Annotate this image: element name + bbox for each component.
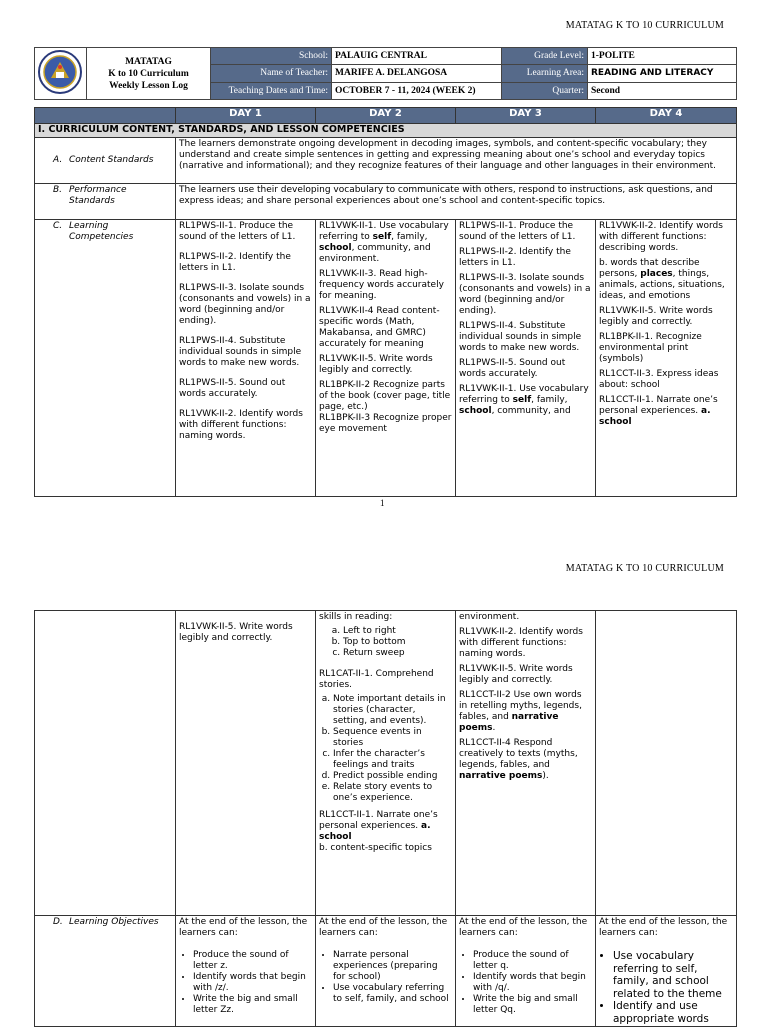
competency-item: RL1VWK-II-2. Identify words with different functions: describing words. (599, 221, 723, 253)
objectives-list (599, 950, 733, 1025)
competency-item: RL1PWS-II-3. Isolate sounds (consonants and vowels) in a word (beginning and/or ending). (179, 283, 311, 326)
competency-item: RL1VWK-II-2. Identify words with different functions: naming words. (179, 409, 303, 441)
teacher-value: MARIFE A. DELANGOSA (332, 65, 502, 82)
list-item: • Produce the sound of letter q. (473, 950, 592, 972)
performance-standards-label: B. Performance Standards (35, 184, 176, 220)
quarter-label: Quarter: (502, 82, 588, 99)
day-1-competencies (176, 220, 316, 497)
competency-item: RL1PWS-II-4. Substitute individual sounds in simple words to make new words. (459, 321, 582, 353)
competency-item: RL1CCT-II-4 Respond creatively to texts (myths, legends, fables, and narrative poems). (459, 738, 578, 781)
lesson-log-table-page-2 (34, 610, 737, 1027)
dates-label: Teaching Dates and Time: (211, 82, 332, 99)
dates-value: OCTOBER 7 - 11, 2024 (WEEK 2) (332, 82, 502, 99)
day-1-header: DAY 1 (176, 108, 316, 124)
list-item: • Identify words that begin with /z/. (193, 972, 312, 994)
day-2-objectives (316, 916, 456, 1027)
school-value: PALAUIG CENTRAL (332, 48, 502, 65)
competency-item: RL1BPK-II-3 Recognize proper eye movement (319, 413, 452, 434)
lesson-log-table-page-1 (34, 107, 737, 497)
competency-item: skills in reading: (319, 612, 393, 622)
quarter-value: Second (588, 82, 737, 99)
continued-label-cell (35, 611, 176, 916)
competency-item: RL1CCT-II-1. Narrate one’s personal experiences. a. school (599, 395, 718, 427)
deped-seal-icon (35, 48, 85, 96)
info-table (34, 47, 737, 100)
school-label: School: (211, 48, 332, 65)
day-3-header: DAY 3 (456, 108, 596, 124)
list-item: c. Return sweep (343, 648, 452, 659)
list-item: c. Infer the character’s feelings and traits (333, 749, 452, 771)
grade-value: 1-POLITE (588, 48, 737, 65)
day-2-header: DAY 2 (316, 108, 456, 124)
objectives-intro: At the end of the lesson, the learners can: (599, 917, 728, 938)
objectives-list (319, 950, 452, 1005)
teacher-label: Name of Teacher: (211, 65, 332, 82)
day-4-objectives (596, 916, 737, 1027)
list-item: • Use vocabulary referring to self, family, and school (333, 983, 452, 1005)
competency-item: RL1VWK-II-5. Write words legibly and correctly. (179, 622, 293, 643)
curriculum-header: MATATAG K TO 10 CURRICULUM (565, 563, 724, 574)
objectives-intro: At the end of the lesson, the learners can: (319, 917, 448, 938)
competency-item: RL1PWS-II-1. Produce the sound of the letters of L1. (459, 221, 576, 242)
competency-item: RL1BPK-II-2 Recognize parts of the book (cover page, title page, etc.) (319, 380, 451, 412)
list-item: • Identify words that begin with /q/. (473, 972, 592, 994)
competency-item: RL1VWK-II-1. Use vocabulary referring to self, family, school, community, and environment. (319, 221, 449, 264)
competency-item: RL1CCT-II-2 Use own words in retelling myths, legends, fables, and narrative poems. (459, 690, 582, 733)
grade-label: Grade Level: (502, 48, 588, 65)
competency-item: RL1VWK-II-4 Read content-specific words (Math, Makabansa, and GMRC) accurately for meaning (319, 306, 440, 349)
competency-item: b. content-specific topics (319, 843, 432, 853)
competency-item: RL1PWS-II-5. Sound out words accurately. (179, 378, 286, 399)
section-heading: I. CURRICULUM CONTENT, STANDARDS, AND LESSON COMPETENCIES (35, 124, 737, 138)
list-item: b. Top to bottom (343, 637, 452, 648)
list-item: • Write the big and small letter Qq. (473, 994, 592, 1016)
competency-item: RL1CCT-II-1. Narrate one’s personal experiences. a. school (319, 810, 438, 842)
objectives-intro: At the end of the lesson, the learners can: (459, 917, 588, 938)
competency-item: RL1PWS-II-2. Identify the letters in L1. (179, 252, 291, 273)
comprehension-list (319, 694, 452, 804)
area-value: READING AND LITERACY (588, 65, 737, 82)
list-item: • Use vocabulary referring to self, family, and school related to the theme (613, 950, 733, 1000)
content-standards-text: The learners demonstrate ongoing development in decoding images, symbols, and content-specific vocabulary; they understand and create simple sentences in getting and expressing meaning about one’s school and everyday topics (narrative and informational); and they recognize features of their language and other languages in their environment. (176, 138, 737, 184)
competency-item: RL1PWS-II-5. Sound out words accurately. (459, 358, 566, 379)
day-1-competencies-cont (176, 611, 316, 916)
list-item: • Narrate personal experiences (preparing for school) (333, 950, 452, 983)
list-item: • Identify and use appropriate words (613, 1000, 733, 1025)
objectives-list (459, 950, 592, 1016)
competency-item: RL1VWK-II-1. Use vocabulary referring to self, family, school, community, and (459, 384, 589, 416)
competency-item: RL1CCT-II-3. Express ideas about: school (599, 369, 719, 390)
list-item: • Produce the sound of letter z. (193, 950, 312, 972)
day-4-competencies-cont (596, 611, 737, 916)
objectives-list (179, 950, 312, 1016)
day-2-competencies (316, 220, 456, 497)
list-item: b. Sequence events in stories (333, 727, 452, 749)
performance-standards-text: The learners use their developing vocabulary to communicate with others, respond to instructions, ask questions, and express ideas; and share personal experiences about one’s school and content-specific topics. (176, 184, 737, 220)
competency-item: RL1PWS-II-1. Produce the sound of the letters of L1. (179, 221, 296, 242)
competency-item: RL1VWK-II-5. Write words legibly and correctly. (459, 664, 573, 685)
competency-item: RL1VWK-II-5. Write words legibly and correctly. (319, 354, 433, 375)
list-item: a. Left to right (343, 626, 452, 637)
log-title: MATATAG K to 10 Curriculum Weekly Lesson Log (87, 48, 211, 100)
objectives-intro: At the end of the lesson, the learners can: (179, 917, 308, 938)
list-item: • Write the big and small letter Zz. (193, 994, 312, 1016)
competency-item: RL1CAT-II-1. Comprehend stories. (319, 669, 434, 690)
day-3-competencies (456, 220, 596, 497)
list-item: e. Relate story events to one’s experience. (333, 782, 452, 804)
day-1-objectives (176, 916, 316, 1027)
competency-item: environment. (459, 612, 520, 622)
curriculum-header: MATATAG K TO 10 CURRICULUM (565, 20, 724, 31)
competency-item: RL1PWS-II-2. Identify the letters in L1. (459, 247, 571, 268)
area-label: Learning Area: (502, 65, 588, 82)
day-2-competencies-cont (316, 611, 456, 916)
list-item: a. Note important details in stories (character, setting, and events). (333, 694, 452, 727)
day-3-competencies-cont (456, 611, 596, 916)
day-4-header: DAY 4 (596, 108, 737, 124)
learning-competencies-label: C. Learning Competencies (35, 220, 176, 497)
competency-item: b. words that describe persons, places, things, animals, actions, situations, ideas, and emotions (599, 258, 725, 301)
competency-item: RL1PWS-II-3. Isolate sounds (consonants and vowels) in a word (beginning and/or ending). (459, 273, 591, 316)
content-standards-label: A. Content Standards (35, 138, 176, 184)
competency-item: RL1VWK-II-2. Identify words with different functions: naming words. (459, 627, 583, 659)
competency-item: RL1VWK-II-3. Read high-frequency words accurately for meaning. (319, 269, 444, 301)
competency-item: RL1BPK-II-1. Recognize environmental print (symbols) (599, 332, 702, 364)
corner-cell (35, 108, 176, 124)
learning-objectives-label: D. Learning Objectives (35, 916, 176, 1027)
page-number: 1 (380, 498, 385, 508)
competency-item: RL1PWS-II-4. Substitute individual sounds in simple words to make new words. (179, 336, 302, 368)
day-3-objectives (456, 916, 596, 1027)
eye-movement-list (319, 626, 452, 659)
list-item: d. Predict possible ending (333, 771, 452, 782)
day-4-competencies (596, 220, 737, 497)
competency-item: RL1VWK-II-5. Write words legibly and correctly. (599, 306, 713, 327)
deped-seal (35, 48, 87, 100)
